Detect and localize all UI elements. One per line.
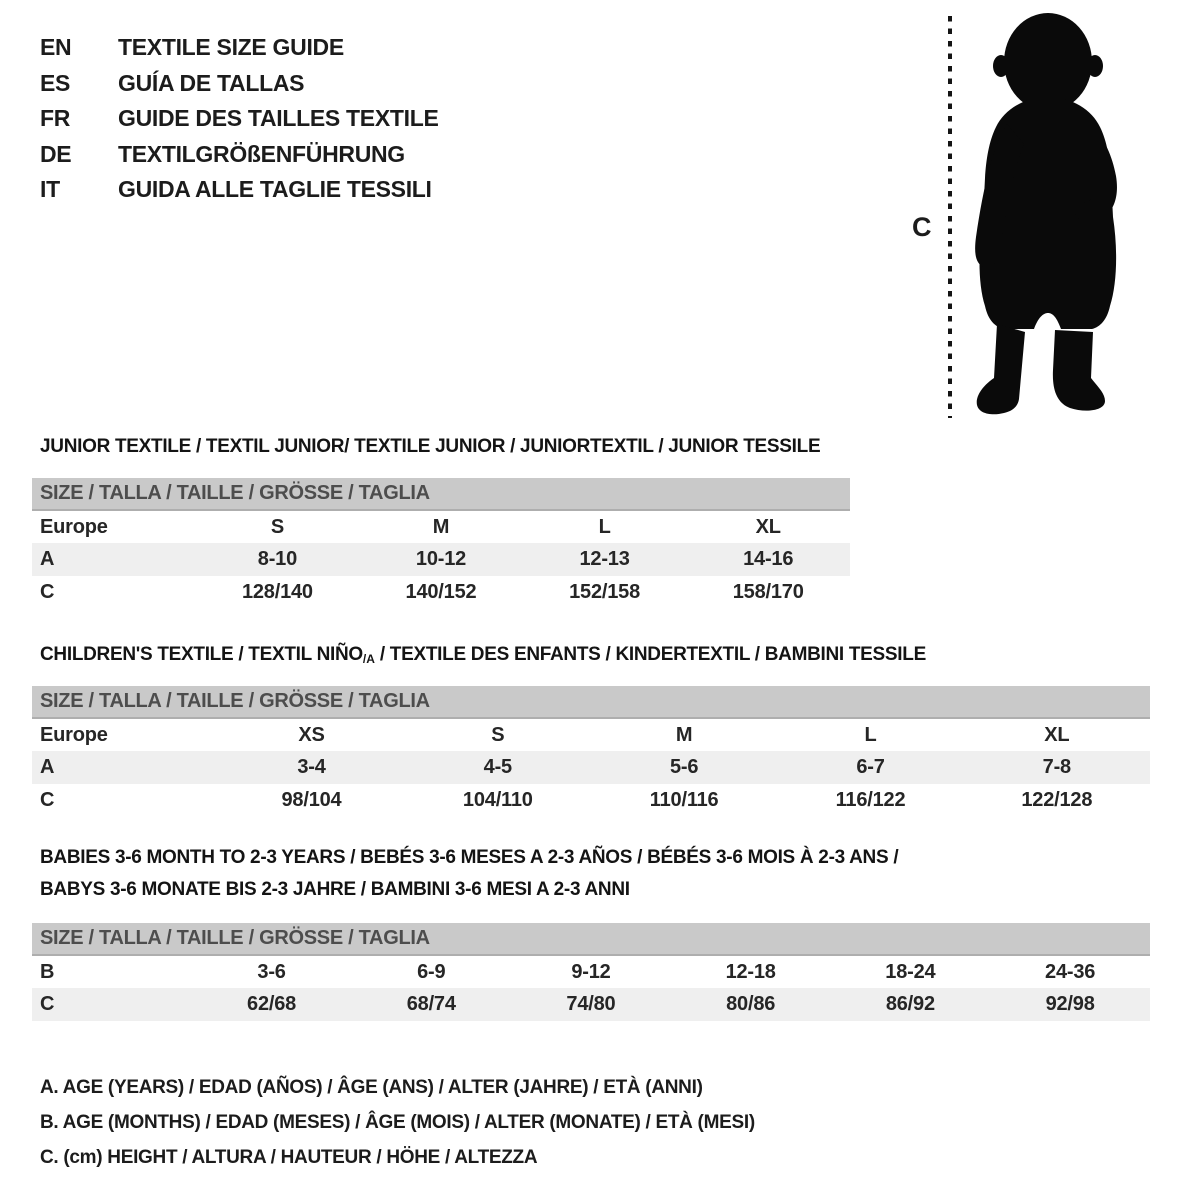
legend-line-c: C. (cm) HEIGHT / ALTURA / HAUTEUR / HÖHE / ALTEZZA [40,1146,538,1168]
size-cell: M [675,723,693,746]
size-cell: 122/128 [1021,789,1093,811]
babies-size-table [32,923,1150,1021]
size-cell: 12-18 [725,960,776,983]
size-cell: 6-9 [417,960,446,983]
table-row [32,988,1150,1021]
junior-size-table [32,478,850,609]
baby-ear-right [1087,55,1103,77]
row-label: C [40,581,55,603]
size-cell: 3-6 [257,960,286,983]
language-row-fr [40,101,439,137]
section-title-babies-line1: BABIES 3-6 MONTH TO 2-3 YEARS / BEBÉS 3-6 MESES A 2-3 AÑOS / BÉBÉS 3-6 MOIS À 2-3 ANS / [40,847,899,868]
language-title-block [40,30,439,208]
language-title: TEXTILGRÖßENFÜHRUNG [118,140,405,167]
section-title-children [40,644,926,666]
size-cell: 9-12 [571,960,611,983]
legend-line-a: A. AGE (YEARS) / EDAD (AÑOS) / ÂGE (ANS) / ALTER (JAHRE) / ETÀ (ANNI) [40,1076,703,1098]
row-label: B [40,960,55,983]
children-title-post: / TEXTILE DES ENFANTS / KINDERTEXTIL / BAMBINI TESSILE [374,644,926,665]
table-row [32,543,850,576]
size-cell: 6-7 [856,756,885,778]
baby-silhouette [960,12,1138,420]
size-cell: 74/80 [566,993,616,1015]
size-cell: 128/140 [241,581,313,603]
language-code: EN [40,34,72,61]
size-cell: S [491,723,505,746]
language-code: IT [40,176,60,203]
size-cell: L [598,515,611,538]
size-cell: 80/86 [726,993,776,1015]
size-cell: L [864,723,877,746]
children-title-sub: /A [362,652,375,666]
table-row [32,955,1150,988]
size-cell: 14-16 [743,548,794,570]
size-cell: 158/170 [732,581,804,603]
size-cell: 86/92 [885,993,935,1015]
size-cell: 10-12 [415,548,467,570]
language-title: GUIDE DES TAILLES TEXTILE [118,105,439,132]
language-title: GUÍA DE TALLAS [118,69,305,96]
size-header: SIZE / TALLA / TAILLE / GRÖSSE / TAGLIA [32,478,850,510]
row-label: A [40,548,55,570]
size-header: SIZE / TALLA / TAILLE / GRÖSSE / TAGLIA [32,686,1150,718]
size-cell: XL [755,515,781,538]
table-row [32,784,1150,817]
height-measure-label: C [912,212,932,242]
size-cell: 104/110 [462,789,533,811]
size-cell: 4-5 [483,756,512,778]
legend-line-b: B. AGE (MONTHS) / EDAD (MESES) / ÂGE (MOIS) / ALTER (MONATE) / ETÀ (MESI) [40,1111,755,1133]
size-cell: 92/98 [1045,993,1095,1015]
baby-leg-left [977,324,1025,414]
language-code: ES [40,69,71,96]
table-row [32,751,1150,784]
language-row-de [40,137,439,173]
size-cell: S [270,515,284,538]
baby-leg-right [1053,330,1105,411]
size-cell: 8-10 [257,548,297,570]
row-label: A [40,756,55,778]
language-title: TEXTILE SIZE GUIDE [118,34,344,61]
baby-ear-left [993,55,1009,77]
size-cell: 116/122 [835,789,906,811]
baby-head [1004,13,1092,111]
table-row [32,510,850,543]
legend-block [40,1070,755,1175]
children-title-pre: CHILDREN'S TEXTILE / TEXTIL NIÑO [40,644,363,665]
size-cell: 18-24 [885,960,936,983]
section-title-babies-line2: BABYS 3-6 MONATE BIS 2-3 JAHRE / BAMBINI 3-6 MESI A 2-3 ANNI [40,879,630,900]
size-header: SIZE / TALLA / TAILLE / GRÖSSE / TAGLIA [32,923,1150,955]
language-code: FR [40,105,71,132]
table-row [32,576,850,609]
size-cell: XL [1044,723,1070,746]
row-label: Europe [40,515,108,538]
language-code: DE [40,140,72,167]
language-title: GUIDA ALLE TAGLIE TESSILI [118,176,432,203]
size-cell: 62/68 [247,993,297,1015]
language-row-en [40,30,439,66]
row-label: Europe [40,723,108,746]
size-cell: 110/116 [649,789,719,811]
size-cell: 140/152 [405,581,477,603]
size-cell: 24-36 [1045,960,1096,983]
size-cell: 12-13 [579,548,630,570]
size-cell: 98/104 [281,789,342,811]
size-cell: XS [298,723,325,746]
size-cell: 7-8 [1042,756,1071,778]
table-row [32,718,1150,751]
language-row-it [40,172,439,208]
section-title-junior: JUNIOR TEXTILE / TEXTIL JUNIOR/ TEXTILE JUNIOR / JUNIORTEXTIL / JUNIOR TESSILE [40,436,821,457]
size-cell: 3-4 [297,756,326,778]
size-cell: 5-6 [669,756,699,778]
row-label: C [40,789,55,811]
row-label: C [40,993,55,1015]
size-cell: 152/158 [569,581,641,603]
children-size-table [32,686,1150,817]
height-dashed-line [946,16,954,418]
size-cell: M [432,515,450,538]
language-row-es [40,66,439,102]
size-cell: 68/74 [406,993,456,1015]
